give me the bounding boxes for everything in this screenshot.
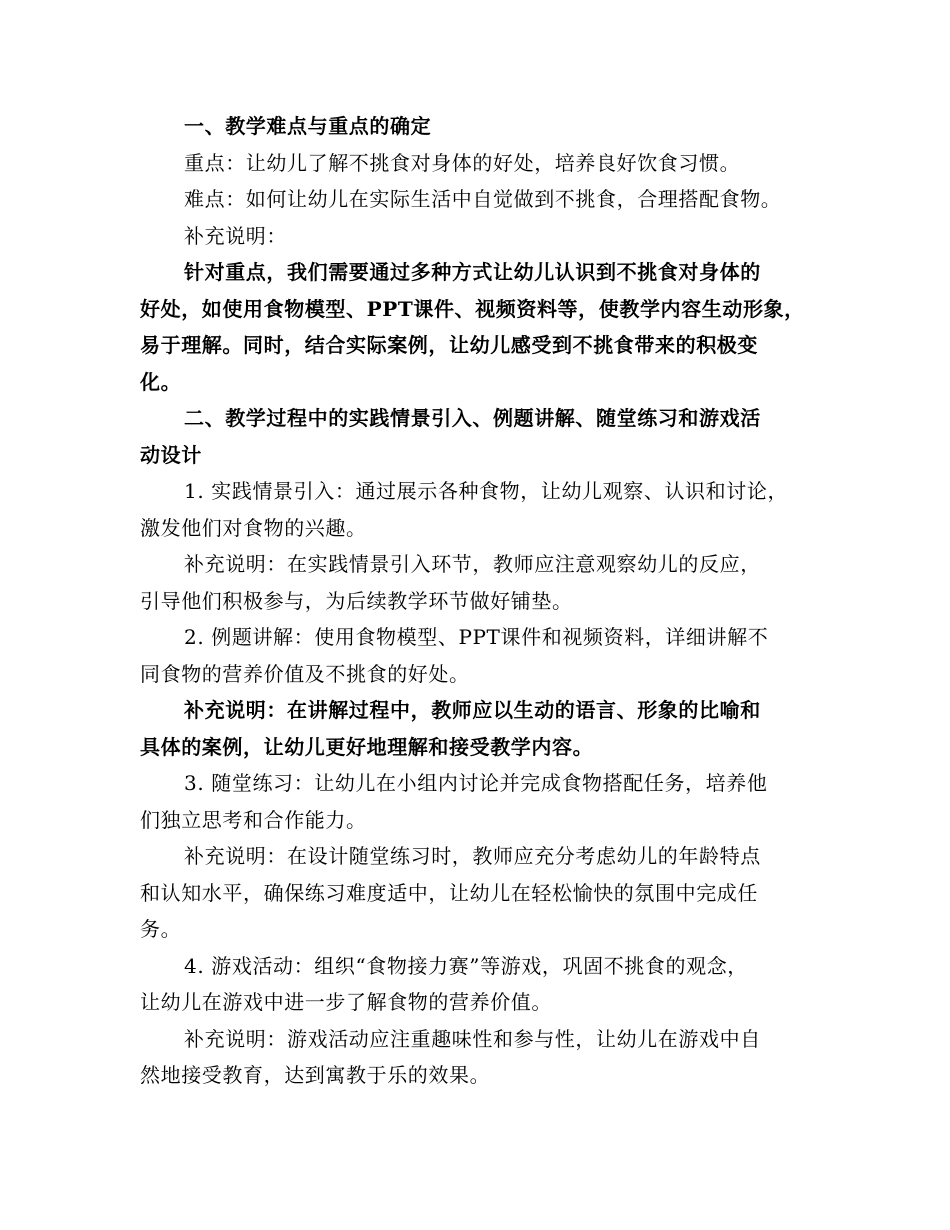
key-point-paragraph: 重点：让幼儿了解不挑食对身体的好处，培养良好饮食习惯。 [184,150,741,175]
difficulty-paragraph: 难点：如何让幼儿在实际生活中自觉做到不挑食，合理搭配食物。 [184,187,782,211]
section-heading-2: 二、教学过程中的实践情景引入、例题讲解、随堂练习和游戏活 动设计 [140,406,761,467]
step-4-supplement: 补充说明：游戏活动应注重趣味性和参与性，让幼儿在游戏中自 然地接受教育，达到寓教于乐的效果。 [140,1026,761,1087]
step-3-paragraph: 3. 随堂练习：让幼儿在小组内讨论并完成食物搭配任务，培养他 们独立思考和合作能力。 [140,771,768,832]
supplement-label: 补充说明： [184,223,287,248]
step-2-supplement: 补充说明：在讲解过程中，教师应以生动的语言、形象的比喻和 具体的案例，让幼儿更好地理解和接受教学内容。 [140,698,761,759]
section-heading-1: 一、教学难点与重点的确定 [184,114,432,138]
step-1-supplement: 补充说明：在实践情景引入环节，教师应注意观察幼儿的反应， 引导他们积极参与，为后续教学环节做好铺垫。 [140,552,761,613]
step-2-paragraph: 2. 例题讲解：使用食物模型、PPT课件和视频资料，详细讲解不 同食物的营养价值及不挑食的好处。 [140,625,769,686]
step-3-supplement: 补充说明：在设计随堂练习时，教师应充分考虑幼儿的年龄特点 和认知水平，确保练习难度适中，让幼儿在轻松愉快的氛围中完成任 务。 [140,844,761,941]
step-4-paragraph: 4. 游戏活动：组织“食物接力赛”等游戏，巩固不挑食的观念， 让幼儿在游戏中进一步了解食物的营养价值。 [140,953,748,1014]
supplement-paragraph-bold: 针对重点，我们需要通过多种方式让幼儿认识到不挑食对身体的 好处，如使用食物模型、PPT课件、视频资料等，使教学内容生动形象， 易于理解。同时，结合实际案例，让幼儿感受到不挑食带来的积极变 化。 [140,260,805,394]
document-page [140,108,828,1094]
step-1-paragraph: 1. 实践情景引入：通过展示各种食物，让幼儿观察、认识和讨论， 激发他们对食物的兴趣。 [140,479,789,540]
